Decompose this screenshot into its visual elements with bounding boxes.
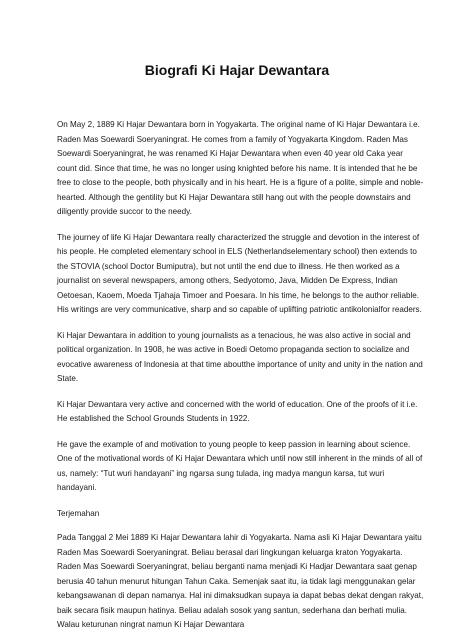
paragraph-translation: Pada Tanggal 2 Mei 1889 Ki Hajar Dewantara lahir di Yogyakarta. Nama asli Ki Hajar Dewantara yaitu Raden Mas Soewardi Soeryaningrat. Beliau berasal dari lingkungan keluarga kraton Yogyakarta. Raden Mas Soewardi Soeryaningrat, beliau berganti nama menjadi Ki Hadjar Dewantara saat genap berusia 40 tahun menurut hitungan Tahun Caka. Semenjak saat itu, ia tidak lagi menggunakan gelar kebangsawanan di depan namanya. Hal ini dimaksudkan supaya ia dapat bebas dekat dengan rakyat, baik secara fisik maupun hatinya. Beliau adalah sosok yang santun, sederhana dan berhati mulia. Walau keturunan ningrat namun Ki Hajar Dewantara	[57, 533, 424, 629]
document-title: Biografi Ki Hajar Dewantara	[144, 62, 330, 78]
paragraph-life-journey: The journey of life Ki Hajar Dewantara really characterized the struggle and devotion in the interest of his people. He completed elementary school in ELS (Netherlandselementary school) then extends to the STOVIA (school Doctor Bumiputra), but not until the end due to illness. He then worked as a journalist on several newspapers, among others, Sedyotomo, Java, Midden De Express, Indian Oetoesan, Kaoem, Moeda Tjahaja Timoer and Poesara. In his time, he belongs to the author reliable. His writings are very communicative, sharp and so capable of uplifting patriotic antikolonialfor readers.	[57, 232, 422, 314]
paragraph-birth: On May 2, 1889 Ki Hajar Dewantara born in Yogyakarta. The original name of Ki Hajar Dewantara i.e. Raden Mas Soewardi Soeryaningrat. He comes from a family of Yogyakarta Kingdom. Raden Mas Soewardi Soeryaningrat, he was renamed Ki Hajar Dewantara when even 40 year old Caka year count did. Since that time, he was no longer using knighted before his name. It is intended that he be free to close to the people, both physically and in his heart. He is a figure of a polite, simple and noble-hearted. Although the gentility but Ki Hajar Dewantara still hang out with the people downstairs and diligently provide succor to the needy.	[57, 120, 424, 216]
paragraph-education: Ki Hajar Dewantara very active and concerned with the world of education. One of the proofs of it i.e. He established the School Grounds Students in 1922.	[57, 399, 418, 423]
document-body	[57, 118, 425, 644]
translation-heading: Terjemahan	[57, 508, 100, 518]
paragraph-organization: Ki Hajar Dewantara in addition to young journalists as a tenacious, he was also active in social and political organization. In 1908, he was active in Boedi Oetomo propaganda section to socialize and evocative awareness of Indonesia at that time aboutthe importance of unity and unity in the nation and State.	[57, 330, 423, 383]
paragraph-motivation: He gave the example of and motivation to young people to keep passion in learning about science. One of the motivational words of Ki Hajar Dewantara which until now still inherent in the minds of all of us, namely: “Tut wuri handayani” ing ngarsa sung tulada, ing madya mangun karsa, tut wuri handayani.	[57, 439, 423, 492]
